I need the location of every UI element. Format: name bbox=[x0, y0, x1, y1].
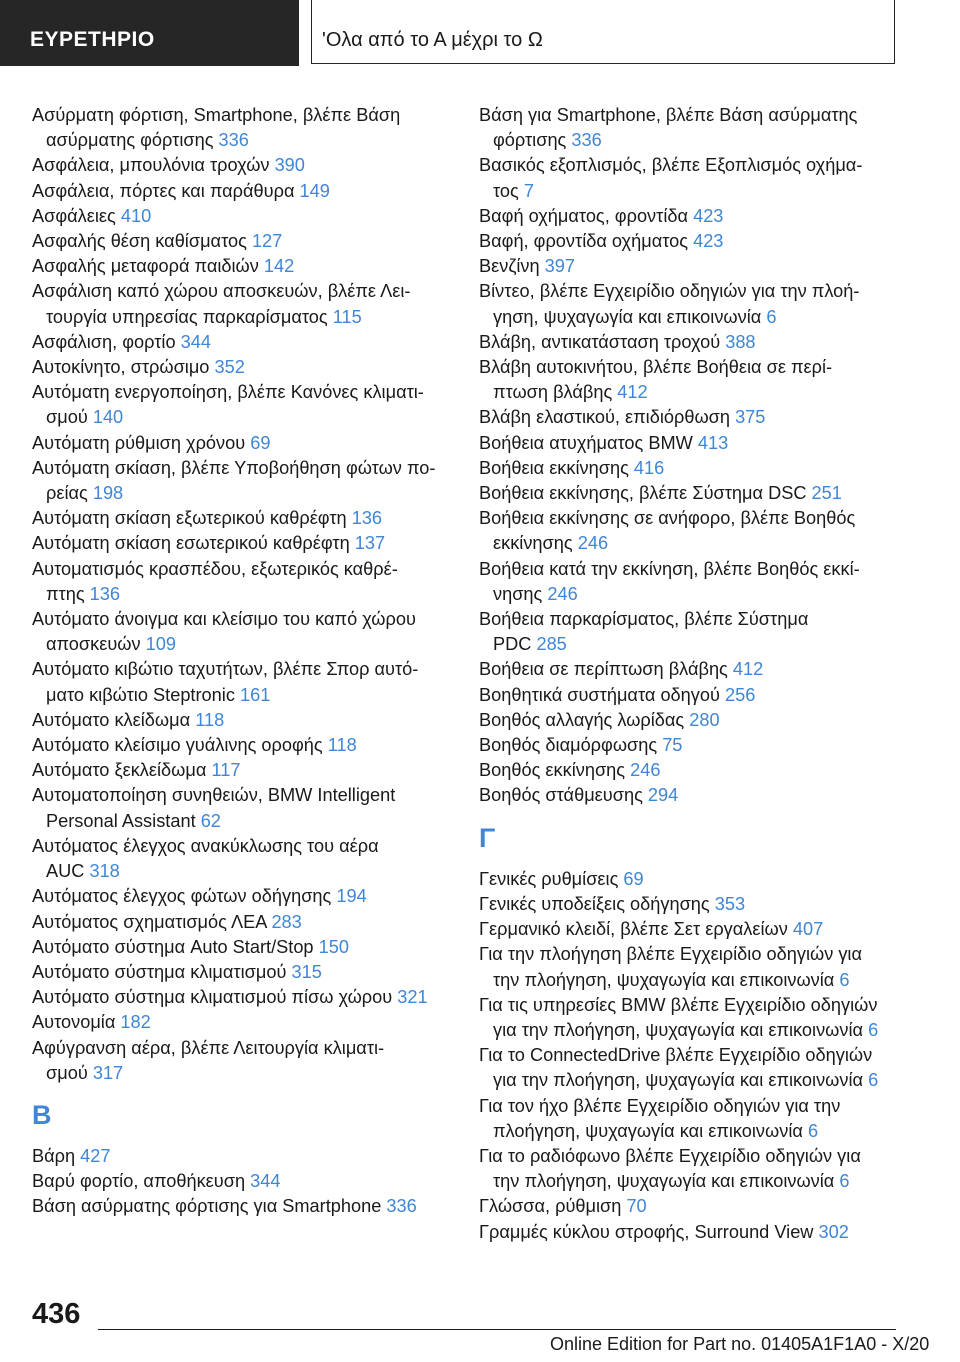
index-entry bbox=[32, 960, 452, 985]
page-reference-link[interactable]: 149 bbox=[299, 180, 330, 201]
page-number: 436 bbox=[32, 1298, 81, 1330]
index-entry-text: εκκίνησης bbox=[493, 533, 578, 554]
page-reference-link[interactable]: 427 bbox=[80, 1145, 111, 1166]
page-reference-link[interactable]: 6 bbox=[839, 969, 850, 990]
index-entry-text: την πλοήγηση, ψυχαγωγία και επικοινωνία bbox=[493, 1171, 840, 1192]
page-reference-link[interactable]: 344 bbox=[180, 331, 211, 352]
index-entry-text: Για το ConnectedDrive βλέπε Εγχειρίδιο οδηγιών bbox=[479, 1045, 873, 1066]
page-reference-link[interactable]: 127 bbox=[251, 231, 283, 252]
index-entry bbox=[479, 279, 929, 329]
index-entry-text: Αφύγρανση αέρα, βλέπε Λειτουργία κλιματι- bbox=[32, 1037, 385, 1058]
index-entry-text: Αυτόματο σύστημα κλιματισμού bbox=[32, 961, 292, 982]
index-entry-text: Ασφάλεια, πόρτες και παράθυρα bbox=[32, 180, 300, 201]
index-entry-text: Αυτόματη σκίαση εξωτερικού καθρέφτη bbox=[32, 508, 352, 529]
index-entry bbox=[32, 431, 452, 456]
index-entry-text: Βάρη bbox=[32, 1145, 81, 1166]
page-reference-link[interactable]: 142 bbox=[263, 256, 295, 277]
page-reference-link[interactable]: 6 bbox=[839, 1171, 850, 1192]
index-entry-text: Αυτονομία bbox=[32, 1012, 121, 1033]
index-entry bbox=[32, 103, 452, 153]
index-entry-text: Αυτόματος έλεγχος ανακύκλωσης του αέρα bbox=[32, 835, 379, 856]
page-reference-link[interactable]: 410 bbox=[120, 205, 152, 226]
page-reference-link[interactable]: 69 bbox=[250, 432, 271, 453]
page-reference-link[interactable]: 294 bbox=[647, 785, 679, 806]
page-reference-link[interactable]: 150 bbox=[318, 936, 349, 957]
index-entry-text: AUC bbox=[46, 861, 90, 882]
page-reference-link[interactable]: 318 bbox=[89, 861, 120, 882]
index-entry bbox=[479, 607, 929, 657]
section-tab bbox=[0, 0, 299, 66]
index-entry bbox=[32, 834, 452, 884]
page-reference-link[interactable]: 375 bbox=[735, 407, 766, 428]
index-entry-text: Για τον ήχο βλέπε Εγχειρίδιο οδηγιών για την bbox=[479, 1095, 841, 1116]
page-reference-link[interactable]: 182 bbox=[120, 1012, 151, 1033]
page-reference-link[interactable]: 344 bbox=[250, 1171, 281, 1192]
index-entry bbox=[32, 708, 452, 733]
page-reference-link[interactable]: 336 bbox=[386, 1196, 417, 1217]
index-entry-text: Ασύρματη φόρτιση, Smartphone, βλέπε Βάση bbox=[32, 105, 401, 125]
index-entry-text: Βαφή οχήματος, φροντίδα bbox=[479, 205, 694, 226]
index-entry-text: Αυτοματοποίηση συνηθειών, BMW Intelligent bbox=[32, 785, 396, 806]
index-entry bbox=[479, 1094, 929, 1144]
index-entry bbox=[479, 254, 929, 279]
index-entry bbox=[479, 330, 929, 355]
index-entry bbox=[479, 657, 929, 682]
index-entry bbox=[32, 910, 452, 935]
index-entry-text: Βαφή, φροντίδα οχήματος bbox=[479, 231, 694, 252]
index-entry bbox=[479, 683, 929, 708]
index-entry bbox=[32, 506, 452, 531]
index-entry-text: Αυτόματη ενεργοποίηση, βλέπε Κανόνες κλιματι- bbox=[32, 382, 424, 403]
index-entry-text: Βλάβη ελαστικού, επιδιόρθωση bbox=[479, 407, 736, 428]
page-reference-link[interactable]: 397 bbox=[544, 256, 576, 277]
page-header bbox=[0, 0, 960, 66]
index-entry bbox=[32, 1010, 452, 1035]
index-entry-text: Αυτόματος έλεγχος φώτων οδήγησης bbox=[32, 886, 337, 907]
index-entry-text: Βοήθεια εκκίνησης bbox=[479, 457, 634, 478]
page-reference-link[interactable]: 412 bbox=[617, 382, 648, 403]
page-reference-link[interactable]: 136 bbox=[89, 583, 121, 604]
index-entry-text: Αυτόματο κλείδωμα bbox=[32, 709, 196, 730]
index-entry-text: φόρτισης bbox=[493, 130, 572, 151]
index-entry bbox=[479, 708, 929, 733]
index-entry bbox=[32, 657, 452, 707]
index-entry-text: ασύρματης φόρτισης bbox=[46, 130, 219, 151]
index-entry bbox=[32, 884, 452, 909]
index-entry-text: Για τις υπηρεσίες BMW βλέπε Εγχειρίδιο οδηγιών bbox=[479, 994, 878, 1015]
page-reference-link[interactable]: 285 bbox=[536, 634, 567, 655]
index-entry-text: Βοηθητικά συστήματα οδηγού bbox=[479, 684, 726, 705]
index-entry bbox=[32, 607, 452, 657]
page-reference-link[interactable]: 109 bbox=[145, 634, 176, 655]
index-entry bbox=[479, 229, 929, 254]
index-entry bbox=[479, 892, 929, 917]
index-entry bbox=[479, 557, 929, 607]
page-reference-link[interactable]: 390 bbox=[274, 155, 305, 176]
index-entry bbox=[479, 783, 929, 808]
index-entry-text: Αυτόματο κλείσιμο γυάλινης οροφής bbox=[32, 735, 328, 756]
index-entry-text: Γερμανικό κλειδί, βλέπε Σετ εργαλείων bbox=[479, 919, 793, 940]
index-entry-text: Ασφάλιση, φορτίο bbox=[32, 331, 181, 352]
page-reference-link[interactable]: 256 bbox=[725, 684, 756, 705]
index-entry-text: Γλώσσα, ρύθμιση bbox=[479, 1196, 627, 1217]
index-entry-text: Βοήθεια ατυχήματος BMW bbox=[479, 432, 698, 453]
index-entry bbox=[32, 279, 452, 329]
index-entry-text: για την πλοήγηση, ψυχαγωγία και επικοινωνία bbox=[493, 1019, 869, 1040]
index-entry-text: Αυτόματο ξεκλείδωμα bbox=[32, 760, 212, 781]
index-entry bbox=[32, 229, 452, 254]
index-entry bbox=[479, 103, 929, 153]
index-entry-text: Βοήθεια κατά την εκκίνηση, βλέπε Βοηθός εκκί- bbox=[479, 558, 860, 579]
index-entry-text: Βασικός εξοπλισμός, βλέπε Εξοπλισμός οχήμα- bbox=[479, 155, 863, 176]
index-entry bbox=[479, 733, 929, 758]
index-entry-text: την πλοήγηση, ψυχαγωγία και επικοινωνία bbox=[493, 969, 840, 990]
index-entry bbox=[32, 733, 452, 758]
index-entry bbox=[479, 942, 929, 992]
index-entry-text: Βοήθεια παρκαρίσματος, βλέπε Σύστημα bbox=[479, 609, 809, 630]
index-entry bbox=[32, 935, 452, 960]
index-entry-text: πλοήγηση, ψυχαγωγία και επικοινωνία bbox=[493, 1120, 808, 1141]
page-reference-link[interactable]: 413 bbox=[697, 432, 729, 453]
index-entry-text: πτωση βλάβης bbox=[493, 382, 618, 403]
page-reference-link[interactable]: 321 bbox=[397, 987, 428, 1008]
page-reference-link[interactable]: 246 bbox=[577, 533, 609, 554]
index-entry-text: Βοήθεια εκκίνησης, βλέπε Σύστημα DSC bbox=[479, 483, 812, 504]
index-entry-text: γηση, ψυχαγωγία και επικοινωνία bbox=[493, 306, 767, 327]
index-entry-text: Αυτόματο σύστημα Auto Start/Stop bbox=[32, 936, 319, 957]
page-reference-link[interactable]: 423 bbox=[693, 231, 724, 252]
page-reference-link[interactable]: 198 bbox=[92, 483, 124, 504]
index-entry bbox=[32, 758, 452, 783]
index-entry bbox=[32, 783, 452, 833]
index-entry-text: Βλάβη αυτοκινήτου, βλέπε Βοήθεια σε περί- bbox=[479, 357, 833, 378]
index-entry-text: ρείας bbox=[46, 483, 93, 504]
page-reference-link[interactable]: 118 bbox=[195, 709, 225, 730]
index-entry bbox=[479, 204, 929, 229]
page-reference-link[interactable]: 6 bbox=[868, 1070, 879, 1091]
index-entry bbox=[32, 557, 452, 607]
index-entry-text: πτης bbox=[46, 583, 90, 604]
page-reference-link[interactable]: 118 bbox=[327, 735, 357, 756]
index-entry bbox=[32, 355, 452, 380]
index-entry-text: Βοηθός εκκίνησης bbox=[479, 760, 631, 781]
index-entry bbox=[479, 456, 929, 481]
index-entry bbox=[32, 456, 452, 506]
chapter-title: 'Ολα από το Α μέχρι το Ω bbox=[322, 29, 543, 51]
page-reference-link[interactable]: 388 bbox=[725, 331, 756, 352]
index-entry-text: ματο κιβώτιο Steptronic bbox=[46, 684, 240, 705]
index-entry-text: αποσκευών bbox=[46, 634, 146, 655]
page-reference-link[interactable]: 7 bbox=[523, 180, 534, 201]
index-entry-text: Γενικές ρυθμίσεις bbox=[479, 868, 624, 889]
index-entry bbox=[479, 153, 929, 203]
index-entry-text: Αυτόματο σύστημα κλιματισμού πίσω χώρου bbox=[32, 987, 398, 1008]
index-entry-text: Βοήθεια σε περίπτωση βλάβης bbox=[479, 659, 733, 680]
index-entry bbox=[32, 1194, 452, 1219]
index-entry bbox=[32, 204, 452, 229]
index-entry bbox=[32, 254, 452, 279]
index-entry bbox=[479, 1194, 929, 1219]
page-reference-link[interactable]: 115 bbox=[332, 306, 362, 327]
index-entry bbox=[479, 1220, 929, 1245]
chapter-title-box bbox=[311, 0, 895, 64]
edition-note: Online Edition for Part no. 01405A1F1A0 - X/20 bbox=[550, 1334, 930, 1354]
page-reference-link[interactable]: 75 bbox=[662, 735, 683, 756]
index-entry-text: Αυτόματος σχηματισμός ΛΕΑ bbox=[32, 911, 272, 932]
index-entry-text: Personal Assistant bbox=[46, 810, 201, 831]
page-reference-link[interactable]: 315 bbox=[291, 961, 322, 982]
index-entry-text: Αυτόματη σκίαση εσωτερικού καθρέφτη bbox=[32, 533, 355, 554]
index-entry-text: σμού bbox=[46, 1062, 93, 1083]
index-entry bbox=[479, 481, 929, 506]
index-entry-text: Βαρύ φορτίο, αποθήκευση bbox=[32, 1171, 251, 1192]
index-entry-text: Γενικές υποδείξεις οδήγησης bbox=[479, 893, 715, 914]
page-reference-link[interactable]: 353 bbox=[714, 893, 746, 914]
index-entry-text: Βίντεο, βλέπε Εγχειρίδιο οδηγιών για την πλοή- bbox=[479, 281, 860, 302]
index-entry-text: Ασφάλεια, μπουλόνια τροχών bbox=[32, 155, 275, 176]
index-entry-text: Βοηθός στάθμευσης bbox=[479, 785, 648, 806]
page-reference-link[interactable]: 302 bbox=[818, 1221, 849, 1242]
index-entry-text: Ασφαλής μεταφορά παιδιών bbox=[32, 256, 264, 277]
index-column-left bbox=[32, 103, 452, 1220]
index-entry-text: Αυτοκίνητο, στρώσιμο bbox=[32, 357, 215, 378]
page-reference-link[interactable]: 69 bbox=[623, 868, 644, 889]
index-entry-text: Βάση για Smartphone, βλέπε Βάση ασύρματης bbox=[479, 105, 858, 125]
index-entry-text: Ασφάλειες bbox=[32, 205, 121, 226]
page-reference-link[interactable]: 336 bbox=[218, 130, 249, 151]
index-entry-text: Αυτόματη ρύθμιση χρόνου bbox=[32, 432, 251, 453]
index-entry-text: Βλάβη, αντικατάσταση τροχού bbox=[479, 331, 726, 352]
index-entry-text: Βάση ασύρματης φόρτισης για Smartphone bbox=[32, 1196, 387, 1217]
index-entry bbox=[32, 1144, 452, 1169]
index-entry bbox=[479, 993, 929, 1043]
index-entry-text: Αυτοματισμός κρασπέδου, εξωτερικός καθρέ- bbox=[32, 558, 398, 579]
index-entry-text: σμού bbox=[46, 407, 93, 428]
page-reference-link[interactable]: 70 bbox=[626, 1196, 647, 1217]
page-reference-link[interactable]: 251 bbox=[811, 483, 842, 504]
index-entry bbox=[479, 867, 929, 892]
index-entry-text: Βενζίνη bbox=[479, 256, 545, 277]
index-entry bbox=[479, 355, 929, 405]
index-entry bbox=[32, 1036, 452, 1086]
index-letter-heading: Γ bbox=[479, 822, 496, 853]
index-entry-text: Ασφάλιση καπό χώρου αποσκευών, βλέπε Λει- bbox=[32, 281, 411, 302]
index-entry-text: Γραμμές κύκλου στροφής, Surround View bbox=[479, 1221, 819, 1242]
index-entry bbox=[32, 1169, 452, 1194]
index-entry-text: Για την πλοήγηση βλέπε Εγχειρίδιο οδηγιών για bbox=[479, 944, 862, 965]
page-reference-link[interactable]: 280 bbox=[689, 709, 720, 730]
footer-divider bbox=[98, 1329, 896, 1330]
index-entry bbox=[479, 1043, 929, 1093]
index-entry bbox=[479, 405, 929, 430]
index-entry bbox=[479, 758, 929, 783]
index-entry bbox=[479, 431, 929, 456]
page-reference-link[interactable]: 283 bbox=[271, 911, 302, 932]
index-entry-text: Ασφαλής θέση καθίσματος bbox=[32, 231, 252, 252]
index-entry-text: Για το ραδιόφωνο βλέπε Εγχειρίδιο οδηγιών για bbox=[479, 1145, 861, 1166]
index-entry-text: Βοήθεια εκκίνησης σε ανήφορο, βλέπε Βοηθός bbox=[479, 508, 856, 529]
index-entry-text: Βοηθός διαμόρφωσης bbox=[479, 735, 663, 756]
page-reference-link[interactable]: 412 bbox=[732, 659, 764, 680]
index-entry bbox=[479, 1144, 929, 1194]
page-reference-link[interactable]: 137 bbox=[354, 533, 386, 554]
page-reference-link[interactable]: 407 bbox=[792, 919, 824, 940]
index-entry-text: νησης bbox=[493, 583, 548, 604]
index-entry bbox=[479, 917, 929, 942]
page-reference-link[interactable]: 136 bbox=[351, 508, 383, 529]
page-reference-link[interactable]: 6 bbox=[766, 306, 777, 327]
index-entry bbox=[479, 506, 929, 556]
page-reference-link[interactable]: 194 bbox=[336, 886, 367, 907]
index-entry bbox=[32, 330, 452, 355]
page-reference-link[interactable]: 352 bbox=[214, 357, 245, 378]
page-reference-link[interactable]: 246 bbox=[547, 583, 578, 604]
index-entry bbox=[32, 531, 452, 556]
index-entry-text: τος bbox=[493, 180, 524, 201]
page-reference-link[interactable]: 6 bbox=[868, 1019, 879, 1040]
page-reference-link[interactable]: 317 bbox=[92, 1062, 124, 1083]
page-reference-link[interactable]: 62 bbox=[200, 810, 221, 831]
index-entry bbox=[32, 179, 452, 204]
page-reference-link[interactable]: 416 bbox=[633, 457, 665, 478]
index-entry-text: Αυτόματο κιβώτιο ταχυτήτων, βλέπε Σπορ αυτό- bbox=[32, 659, 419, 680]
index-entry bbox=[32, 380, 452, 430]
index-entry-text: Βοηθός αλλαγής λωρίδας bbox=[479, 709, 690, 730]
index-entry-text: τουργία υπηρεσίας παρκαρίσματος bbox=[46, 306, 333, 327]
index-entry bbox=[32, 153, 452, 178]
page-reference-link[interactable]: 140 bbox=[92, 407, 124, 428]
index-column-right bbox=[479, 103, 929, 1245]
page-reference-link[interactable]: 423 bbox=[693, 205, 724, 226]
index-entry-text: PDC bbox=[493, 634, 537, 655]
page-reference-link[interactable]: 161 bbox=[239, 684, 271, 705]
index-entry bbox=[32, 985, 452, 1010]
index-entry-text: Αυτόματη σκίαση, βλέπε Υποβοήθηση φώτων πο- bbox=[32, 457, 436, 478]
page-reference-link[interactable]: 336 bbox=[571, 130, 602, 151]
section-label: ΕΥΡΕΤΗΡΙΟ bbox=[30, 28, 155, 51]
index-letter-heading: Β bbox=[32, 1099, 52, 1130]
page-reference-link[interactable]: 246 bbox=[630, 760, 661, 781]
index-entry-text: για την πλοήγηση, ψυχαγωγία και επικοινωνία bbox=[493, 1070, 869, 1091]
page-reference-link[interactable]: 117 bbox=[211, 760, 241, 781]
index-entry-text: Αυτόματο άνοιγμα και κλείσιμο του καπό χώρου bbox=[32, 609, 416, 630]
page-reference-link[interactable]: 6 bbox=[807, 1120, 819, 1141]
